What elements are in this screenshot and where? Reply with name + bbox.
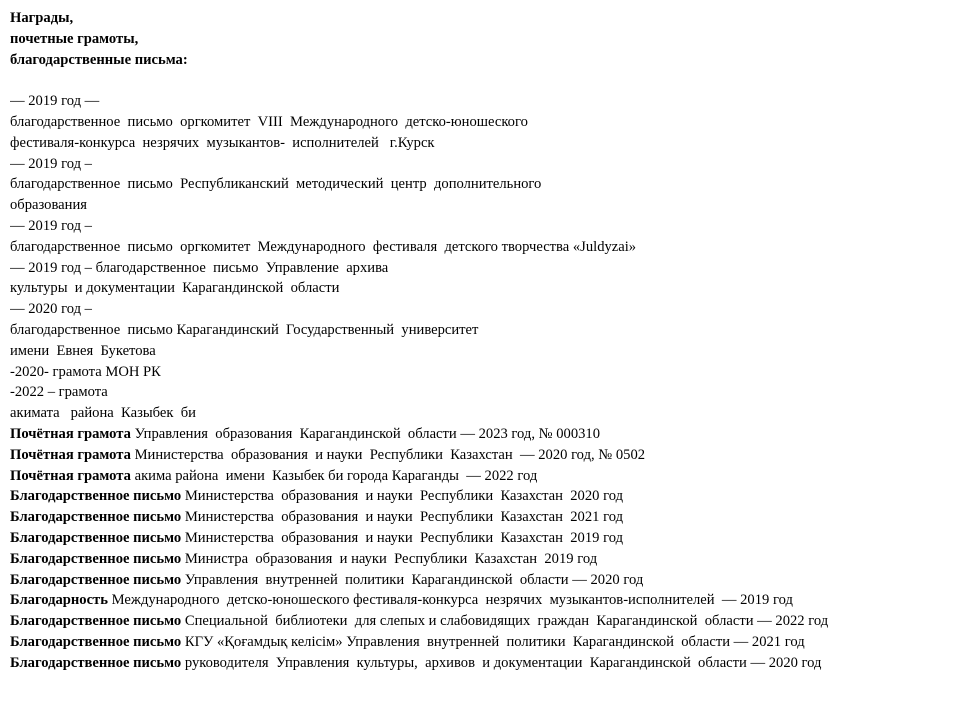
text-line: -2022 – грамота: [10, 384, 108, 401]
award-text: Министерства образования и науки Республики Казахстан 2019 год: [181, 529, 623, 546]
award-title: Благодарственное письмо: [10, 550, 182, 567]
award-line: [10, 611, 956, 632]
award-text: Международного детско-юношеского фестиваля-конкурса незрячих музыкантов-исполнителей — 2019 год: [107, 592, 793, 609]
award-text: Управления образования Карагандинской области — 2023 год, № 000310: [130, 425, 601, 442]
award-title: Благодарственное письмо: [10, 488, 182, 505]
award-text: Министерства образования и науки Республики Казахстан 2021 год: [181, 509, 623, 526]
heading-line-1: Награды,: [10, 10, 74, 26]
award-title: Благодарственное письмо: [10, 654, 182, 671]
award-text: КГУ «Қоғамдық келісім» Управления внутренней политики Карагандинской области — 2021 год: [181, 633, 805, 650]
award-line: [10, 466, 956, 487]
award-line: [10, 445, 956, 466]
award-title: Почётная грамота: [10, 446, 131, 463]
award-text: руководителя Управления культуры, архивов и документации Карагандинской области — 2020 год: [181, 654, 822, 671]
award-line: [10, 570, 956, 591]
award-text: Управления внутренней политики Карагандинской области — 2020 год: [181, 571, 644, 588]
award-line: [10, 528, 956, 549]
text-line: благодарственное письмо оргкомитет Международного фестиваля детского творчества «Juldyzai»: [10, 238, 637, 255]
award-title: Благодарственное письмо: [10, 633, 182, 650]
award-line: [10, 486, 956, 507]
award-title: Благодарность: [10, 592, 108, 609]
award-title: Благодарственное письмо: [10, 613, 182, 630]
text-line: — 2020 год –: [10, 301, 92, 318]
award-line: [10, 653, 956, 674]
award-line: [10, 590, 956, 611]
heading-line-3: благодарственные письма:: [10, 51, 188, 68]
blank-line: [10, 70, 956, 91]
text-line: образования: [10, 197, 87, 214]
text-line: акимата района Казыбек би: [10, 405, 196, 422]
award-line: [10, 424, 956, 445]
award-title: Благодарственное письмо: [10, 571, 182, 588]
award-line: [10, 549, 956, 570]
award-text: Министерства образования и науки Республики Казахстан — 2020 год, № 0502: [130, 446, 646, 463]
award-title: Благодарственное письмо: [10, 529, 182, 546]
text-line: фестиваля-конкурса незрячих музыкантов- исполнителей г.Курск: [10, 134, 435, 151]
award-text: Министерства образования и науки Республики Казахстан 2020 год: [181, 488, 623, 505]
text-line: благодарственное письмо Республиканский методический центр дополнительного: [10, 176, 542, 193]
document-body: [10, 8, 956, 674]
award-title: Почётная грамота: [10, 467, 131, 484]
award-line: [10, 507, 956, 528]
text-line: — 2019 год –: [10, 155, 92, 172]
text-line: имени Евнея Букетова: [10, 342, 156, 359]
text-line: -2020- грамота МОН РК: [10, 363, 161, 380]
award-text: Специальной библиотеки для слепых и слабовидящих граждан Карагандинской области — 2022 год: [181, 613, 829, 630]
text-line: — 2019 год –: [10, 217, 92, 234]
text-line: — 2019 год – благодарственное письмо Управление архива: [10, 259, 389, 276]
award-title: Благодарственное письмо: [10, 509, 182, 526]
award-line: [10, 632, 956, 653]
text-line: культуры и документации Карагандинской области: [10, 280, 340, 297]
heading-line-2: почетные грамоты,: [10, 30, 139, 47]
award-text: акима района имени Казыбек би города Караганды — 2022 год: [130, 467, 538, 484]
award-title: Почётная грамота: [10, 425, 131, 442]
text-line: благодарственное письмо Карагандинский Государственный университет: [10, 321, 479, 338]
award-text: Министра образования и науки Республики Казахстан 2019 год: [181, 550, 598, 567]
text-line: благодарственное письмо оргкомитет VIII Международного детско-юношеского: [10, 113, 528, 130]
text-line: — 2019 год —: [10, 93, 100, 110]
